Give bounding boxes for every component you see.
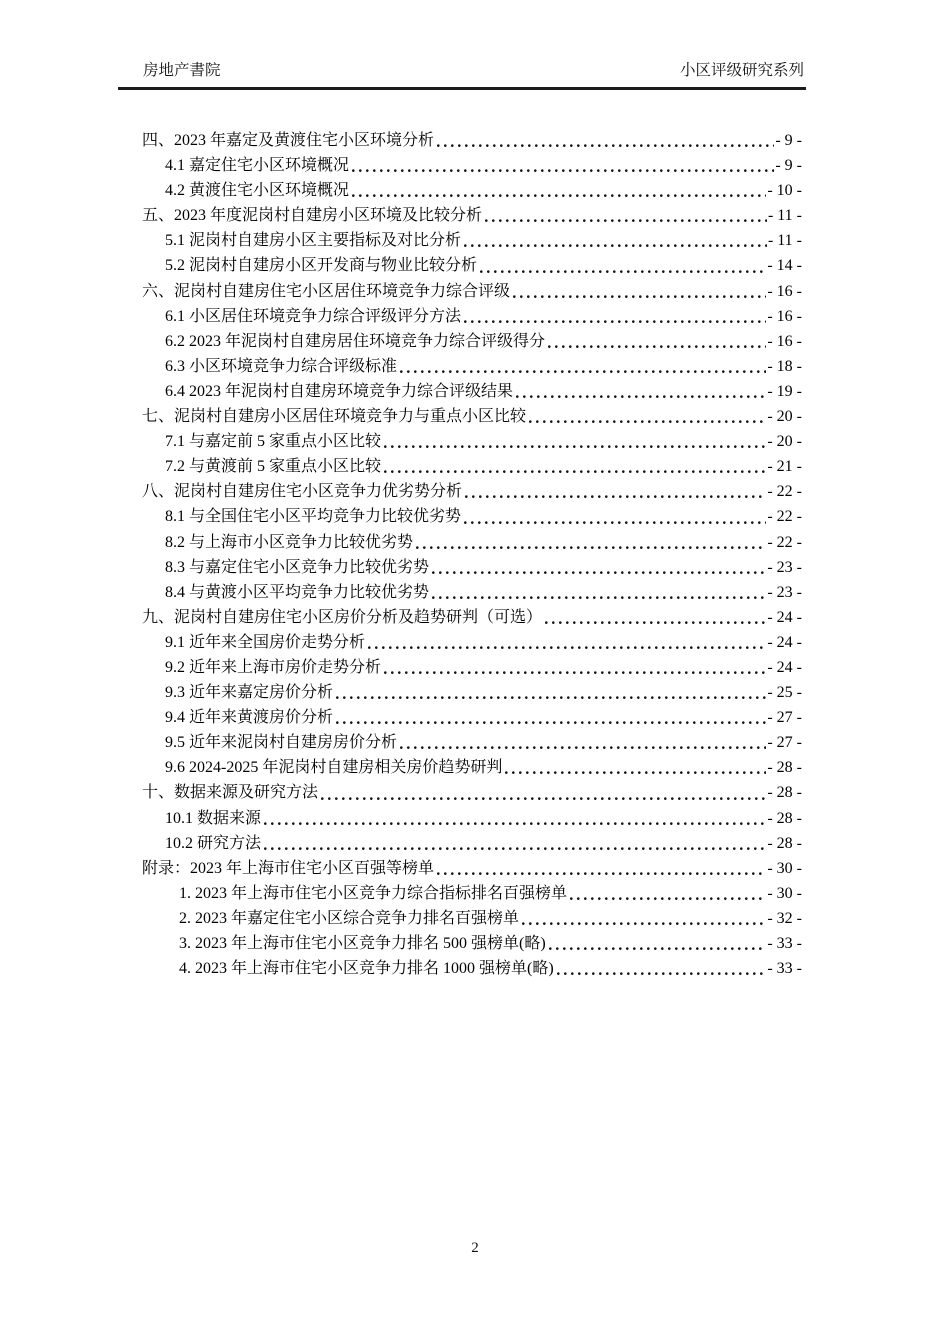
toc-entry[interactable] — [142, 705, 802, 730]
toc-dot-leader — [384, 445, 766, 449]
toc-entry-page: - 10 - — [767, 182, 802, 200]
toc-dot-leader — [321, 797, 766, 801]
toc-entry-label[interactable]: 9.4 近年来黄渡房价分析 — [165, 709, 334, 727]
toc-entry-page: - 24 - — [767, 608, 802, 626]
toc-entry[interactable] — [142, 680, 802, 705]
toc-entry-page: - 11 - — [767, 207, 802, 225]
toc-entry-label[interactable]: 7.1 与嘉定前 5 家重点小区比较 — [165, 433, 382, 451]
toc-entry[interactable] — [142, 630, 802, 655]
toc-dot-leader — [384, 671, 766, 675]
toc-dot-leader — [513, 295, 766, 299]
toc-entry-label[interactable]: 2. 2023 年嘉定住宅小区综合竞争力排名百强榜单 — [179, 909, 520, 927]
toc-entry-page: - 9 - — [775, 157, 802, 175]
toc-entry-page: - 18 - — [767, 357, 802, 375]
toc-entry-label[interactable]: 十、数据来源及研究方法 — [142, 784, 319, 802]
toc-dot-leader — [480, 270, 766, 274]
toc-dot-leader — [384, 470, 766, 474]
toc-entry-label[interactable]: 七、泥岗村自建房小区居住环境竞争力与重点小区比较 — [142, 408, 527, 426]
toc-entry[interactable] — [142, 956, 802, 981]
toc-entry-page: - 25 - — [767, 684, 802, 702]
toc-entry[interactable] — [142, 530, 802, 555]
toc-dot-leader — [516, 395, 766, 399]
toc-entry[interactable] — [142, 580, 802, 605]
toc-entry-label[interactable]: 6.4 2023 年泥岗村自建房环境竞争力综合评级结果 — [165, 382, 514, 400]
toc-entry-page: - 27 - — [767, 709, 802, 727]
toc-entry-page: - 22 - — [767, 508, 802, 526]
toc-entry-page: - 30 - — [767, 859, 802, 877]
toc-entry-label[interactable]: 6.2 2023 年泥岗村自建房居住环境竞争力综合评级得分 — [165, 332, 546, 350]
toc-dot-leader — [400, 746, 766, 750]
toc-entry[interactable] — [142, 831, 802, 856]
toc-entry[interactable] — [142, 429, 802, 454]
toc-dot-leader — [529, 420, 766, 424]
toc-entry[interactable] — [142, 504, 802, 529]
toc-entry[interactable] — [142, 931, 802, 956]
toc-dot-leader — [464, 320, 766, 324]
header-rule — [118, 87, 806, 90]
toc-entry-page: - 24 - — [767, 658, 802, 676]
toc-dot-leader — [416, 546, 766, 550]
toc-dot-leader — [432, 596, 766, 600]
header-left-text: 房地产書院 — [143, 62, 221, 79]
toc-entry-label[interactable]: 6.3 小区环境竞争力综合评级标准 — [165, 357, 398, 375]
toc-entry[interactable] — [142, 128, 802, 153]
toc-entry-page: - 22 - — [767, 483, 802, 501]
toc-entry-page: - 11 - — [767, 232, 802, 250]
toc-entry-page: - 28 - — [767, 784, 802, 802]
toc-entry[interactable] — [142, 555, 802, 580]
toc-entry-label[interactable]: 五、2023 年度泥岗村自建房小区环境及比较分析 — [142, 207, 483, 225]
toc-dot-leader — [336, 696, 766, 700]
toc-entry-page: - 32 - — [767, 909, 802, 927]
toc-entry-label[interactable]: 4.1 嘉定住宅小区环境概况 — [165, 157, 350, 175]
toc-entry-label[interactable]: 八、泥岗村自建房住宅小区竞争力优劣势分析 — [142, 483, 463, 501]
toc-entry-label[interactable]: 9.3 近年来嘉定房价分析 — [165, 684, 334, 702]
toc-dot-leader — [264, 822, 766, 826]
toc-dot-leader — [464, 244, 767, 248]
toc-entry-label[interactable]: 6.1 小区居住环境竞争力综合评级评分方法 — [165, 307, 462, 325]
toc-entry[interactable] — [142, 780, 802, 805]
toc-entry-label[interactable]: 10.2 研究方法 — [165, 834, 262, 852]
toc-entry[interactable] — [142, 856, 802, 881]
toc-entry-page: - 22 - — [767, 533, 802, 551]
toc-entry-label[interactable]: 9.2 近年来上海市房价走势分析 — [165, 658, 382, 676]
toc-dot-leader — [336, 721, 766, 725]
toc-entry-page: - 16 - — [767, 307, 802, 325]
toc-entry-page: - 33 - — [767, 960, 802, 978]
toc-entry[interactable] — [142, 153, 802, 178]
toc-entry-page: - 19 - — [767, 382, 802, 400]
toc-entry[interactable] — [142, 228, 802, 253]
toc-entry-label[interactable]: 7.2 与黄渡前 5 家重点小区比较 — [165, 458, 382, 476]
toc-entry-label[interactable]: 3. 2023 年上海市住宅小区竞争力排名 500 强榜单(略) — [179, 935, 546, 952]
toc-entry-page: - 9 - — [775, 132, 802, 149]
toc-entry-page: - 21 - — [767, 458, 802, 476]
toc-entry-page: - 20 - — [767, 433, 802, 451]
toc-entry[interactable] — [142, 379, 802, 404]
toc-entry-page: - 16 - — [767, 332, 802, 350]
toc-dot-leader — [485, 219, 767, 223]
toc-dot-leader — [505, 771, 766, 775]
toc-entry[interactable] — [142, 178, 802, 203]
toc-entry-label[interactable]: 1. 2023 年上海市住宅小区竞争力综合指标排名百强榜单 — [179, 884, 568, 902]
toc-entry-label[interactable]: 四、2023 年嘉定及黄渡住宅小区环境分析 — [142, 132, 435, 149]
toc-entry-label[interactable]: 4.2 黄渡住宅小区环境概况 — [165, 182, 350, 200]
toc-entry[interactable] — [142, 906, 802, 931]
toc-entry-label[interactable]: 9.1 近年来全国房价走势分析 — [165, 633, 366, 651]
toc-entry-label[interactable]: 9.6 2024-2025 年泥岗村自建房相关房价趋势研判 — [165, 759, 503, 777]
toc-dot-leader — [464, 521, 766, 525]
toc-dot-leader — [557, 972, 767, 976]
toc-entry[interactable] — [142, 279, 802, 304]
toc-entry-page: - 16 - — [767, 282, 802, 300]
toc-entry[interactable] — [142, 404, 802, 429]
toc-dot-leader — [368, 646, 766, 650]
toc-entry-label[interactable]: 8.3 与嘉定住宅小区竞争力比较优劣势 — [165, 558, 430, 576]
toc-dot-leader — [432, 571, 766, 575]
header-right-text: 小区评级研究系列 — [679, 62, 804, 79]
toc-dot-leader — [400, 370, 766, 374]
toc-dot-leader — [264, 847, 766, 851]
toc-entry-label[interactable]: 8.1 与全国住宅小区平均竞争力比较优劣势 — [165, 508, 462, 526]
toc-entry-label[interactable]: 8.4 与黄渡小区平均竞争力比较优劣势 — [165, 583, 430, 601]
toc-entry[interactable] — [142, 881, 802, 906]
toc-entry[interactable] — [142, 605, 802, 630]
toc-entry[interactable] — [142, 329, 802, 354]
toc-dot-leader — [352, 194, 766, 198]
toc-dot-leader — [549, 947, 767, 951]
toc-entry-page: - 28 - — [767, 809, 802, 827]
toc-entry[interactable] — [142, 454, 802, 479]
toc-dot-leader — [465, 495, 766, 499]
toc-entry-page: - 28 - — [767, 759, 802, 777]
toc-entry-page: - 27 - — [767, 734, 802, 752]
toc-dot-leader — [545, 621, 766, 625]
page-header — [143, 60, 804, 82]
toc-entry-page: - 30 - — [767, 884, 802, 902]
toc-entry-page: - 28 - — [767, 834, 802, 852]
toc-entry[interactable] — [142, 655, 802, 680]
toc-entry-label[interactable]: 附录：2023 年上海市住宅小区百强等榜单 — [142, 859, 435, 877]
toc-entry-label[interactable]: 9.5 近年来泥岗村自建房房价分析 — [165, 734, 398, 752]
toc-entry-label[interactable]: 5.2 泥岗村自建房小区开发商与物业比较分析 — [165, 257, 478, 275]
toc-entry[interactable] — [142, 304, 802, 329]
toc-entry[interactable] — [142, 755, 802, 780]
toc-entry[interactable] — [142, 730, 802, 755]
toc-entry[interactable] — [142, 203, 802, 228]
toc-entry-page: - 23 - — [767, 558, 802, 576]
toc-entry-page: - 24 - — [767, 633, 802, 651]
toc-dot-leader — [522, 922, 766, 926]
toc-dot-leader — [437, 872, 766, 876]
toc-entry-page: - 23 - — [767, 583, 802, 601]
toc-entry-label[interactable]: 10.1 数据来源 — [165, 809, 262, 827]
toc-entry-page: - 33 - — [767, 935, 802, 952]
toc-dot-leader — [570, 897, 766, 901]
toc-entry[interactable] — [142, 253, 802, 278]
toc-entry[interactable] — [142, 479, 802, 504]
footer-page-number: 2 — [471, 1240, 479, 1256]
toc-entry-label[interactable]: 8.2 与上海市小区竞争力比较优劣势 — [165, 533, 414, 551]
toc-list — [142, 128, 802, 981]
toc-entry[interactable] — [142, 354, 802, 379]
toc-dot-leader — [548, 345, 766, 349]
toc-dot-leader — [437, 144, 774, 148]
toc-entry-label[interactable]: 九、泥岗村自建房住宅小区房价分析及趋势研判（可选） — [142, 608, 543, 626]
toc-entry-page: - 14 - — [767, 257, 802, 275]
toc-dot-leader — [352, 169, 774, 173]
toc-entry-page: - 20 - — [767, 408, 802, 426]
toc-entry-label[interactable]: 六、泥岗村自建房住宅小区居住环境竞争力综合评级 — [142, 282, 511, 300]
toc-entry-label[interactable]: 5.1 泥岗村自建房小区主要指标及对比分析 — [165, 232, 462, 250]
toc-entry-label[interactable]: 4. 2023 年上海市住宅小区竞争力排名 1000 强榜单(略) — [179, 960, 554, 978]
toc-entry[interactable] — [142, 806, 802, 831]
page-footer — [0, 1240, 950, 1257]
